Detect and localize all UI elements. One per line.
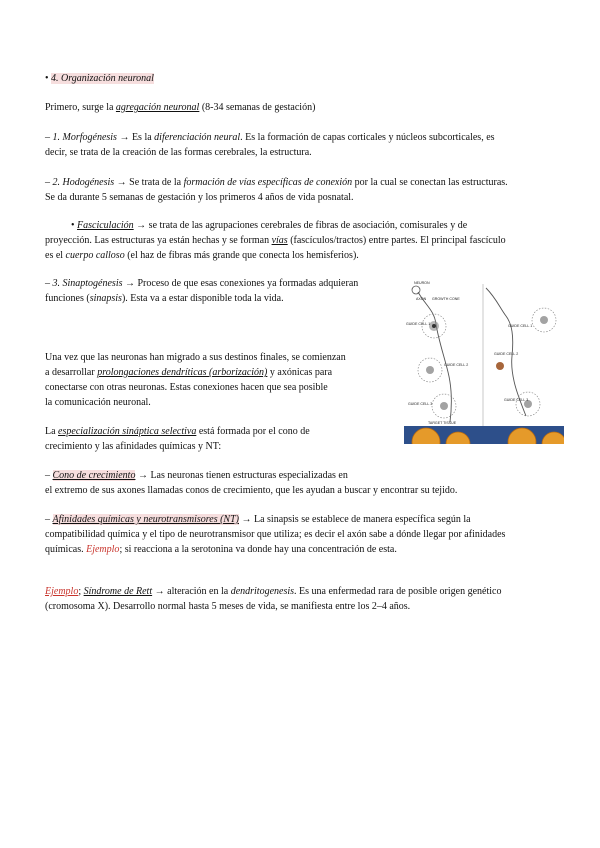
- fasc-vias: vías: [271, 235, 288, 246]
- label-neuron: NEURON: [414, 281, 430, 285]
- hodo-def: formación de vías específicas de conexión: [183, 177, 353, 188]
- espec-line1-pre: La: [45, 426, 59, 437]
- label-axon: AXON: [416, 297, 427, 301]
- migracion-paragraph: [45, 350, 346, 410]
- morfogenesis-paragraph: [45, 130, 495, 160]
- morfo-arrow: → Es la: [116, 132, 155, 143]
- morfo-term: 1. Morfogénesis: [52, 132, 117, 143]
- sinap-sinapsis: sinapsis: [89, 293, 122, 304]
- migr-line3: conectarse con otras neuronas. Estas conexiones hacen que sea posible: [45, 382, 328, 393]
- rett-sep: ;: [78, 586, 84, 597]
- afin-line3-post: ; si reacciona a la serotonina va donde hay una concentración de esta.: [119, 544, 397, 555]
- rett-mid: → alteración en la: [152, 586, 231, 597]
- migr-line4: la comunicación neuronal.: [45, 397, 151, 408]
- hodogenesis-paragraph: [45, 175, 508, 205]
- morfo-line1: . Es la formación de capas corticales y núcleos subcorticales, es: [240, 132, 495, 143]
- espec-line2: crecimiento y las afinidades químicas y NT:: [45, 441, 222, 452]
- afin-line2: compatibilidad química y el tipo de neurotransmisor que utiliza; es decir el axón sabe a dónde llegar por afinidades: [45, 529, 506, 540]
- hodo-line2: Se da durante 5 semanas de gestación y los primeros 4 años de vida posnatal.: [45, 192, 354, 203]
- label-target-tissue: TARGET TISSUE: [428, 421, 457, 425]
- morfo-def: diferenciación neural: [154, 132, 241, 143]
- fasc-bullet: •: [71, 220, 75, 231]
- label-guide-cell-3b: GUIDE CELL 3: [504, 398, 529, 402]
- heading-bullet: •: [45, 73, 49, 84]
- growth-cone-figure: [404, 276, 564, 444]
- morfo-dash: –: [45, 132, 53, 143]
- rett-term: Síndrome de Rett: [83, 586, 153, 597]
- label-guide-cell-2: GUIDE CELL 2: [444, 363, 469, 367]
- rett-line1: . Es una enfermedad rara de posible origen genético: [294, 586, 502, 597]
- especializacion-paragraph: [45, 424, 310, 454]
- hodo-dash: –: [45, 177, 53, 188]
- label-guide-cell-2b: GUIDE CELL 2: [494, 352, 519, 356]
- hodo-arrow: → Se trata de la: [114, 177, 184, 188]
- espec-line1-post: está formada por el cono de: [196, 426, 310, 437]
- hodo-term: 2. Hodogénesis: [52, 177, 115, 188]
- afinidades-paragraph: [45, 512, 505, 557]
- guide-cell-2-right-body: [496, 362, 504, 370]
- guide-cell-2-right: [496, 362, 504, 370]
- intro-post: (8-34 semanas de gestación): [199, 102, 316, 113]
- intro-term: agregación neuronal: [115, 102, 200, 113]
- migr-term: prolongaciones dendríticas (arborización): [97, 367, 268, 378]
- migr-line2-post: y axónicas para: [267, 367, 333, 378]
- cono-line2: el extremo de sus axones llamadas conos de crecimiento, que les ayudan a buscar y encontrar su tejido.: [45, 485, 458, 496]
- intro-pre: Primero, surge la: [45, 102, 116, 113]
- migr-line2-pre: a desarrollar: [45, 367, 98, 378]
- section-heading: [45, 71, 154, 86]
- growth-cone-diagram: [404, 276, 564, 444]
- afin-line1: → La sinapsis se establece de manera específica según la: [238, 514, 471, 525]
- heading-text: 4. Organización neuronal: [51, 73, 154, 84]
- fasc-line3-post: (el haz de fibras más grande que conecta los hemisferios).: [124, 250, 359, 261]
- rett-dendrito: dendritogenesis: [230, 586, 295, 597]
- fasc-line2-pre: proyección. Las estructuras ya están hechas y se forman: [45, 235, 272, 246]
- morfo-line2: decir, se trata de la creación de las formas cerebrales, la estructura.: [45, 147, 312, 158]
- sinap-term: 3. Sinaptogénesis: [52, 278, 123, 289]
- rett-paragraph: [45, 584, 501, 614]
- sinap-line1: → Proceso de que esas conexiones ya formadas adquieran: [122, 278, 359, 289]
- hodo-line1: por la cual se conectan las estructuras.: [352, 177, 508, 188]
- fasc-line2-post: (fascículos/tractos) entre partes. El principal fascículo: [287, 235, 506, 246]
- label-guide-cell-1: GUIDE CELL 1: [406, 322, 431, 326]
- label-guide-cell-3: GUIDE CELL 3: [408, 402, 433, 406]
- fasc-cuerpo-calloso: cuerpo calloso: [65, 250, 125, 261]
- sinaptogenesis-paragraph: [45, 276, 358, 306]
- label-guide-cell-1b: GUIDE CELL 1: [508, 324, 533, 328]
- label-growth-cone: GROWTH CONE: [432, 297, 460, 301]
- fasc-line3-pre: es el: [45, 250, 66, 261]
- rett-line2: (cromosoma X). Desarrollo normal hasta 5 meses de vida, se manifiesta entre los 2–4 años.: [45, 601, 411, 612]
- fasc-line1: → se trata de las agrupaciones cerebrales de fibras de asociación, comisurales y de: [133, 220, 468, 231]
- afin-term: Afinidades químicas y neurotransmisores (NT): [52, 514, 239, 525]
- intro-paragraph: [45, 100, 315, 115]
- sinap-dash: –: [45, 278, 53, 289]
- cono-line1: → Las neuronas tienen estructuras especializadas en: [135, 470, 348, 481]
- cono-term: Cono de crecimiento: [52, 470, 136, 481]
- fasciculacion-paragraph: [45, 218, 506, 263]
- sinap-line2-pre: funciones (: [45, 293, 90, 304]
- fasc-term: Fasciculación: [77, 220, 134, 231]
- migr-line1: Una vez que las neuronas han migrado a sus destinos finales, se comienzan: [45, 352, 346, 363]
- cono-paragraph: [45, 468, 457, 498]
- espec-term: especialización sináptica selectiva: [58, 426, 197, 437]
- afin-example: Ejemplo: [86, 544, 120, 555]
- cono-dash: –: [45, 470, 53, 481]
- afin-line3-pre: químicas.: [45, 544, 87, 555]
- afin-dash: –: [45, 514, 53, 525]
- rett-example: Ejemplo: [45, 586, 79, 597]
- sinap-line2-post: ). Esta va a estar disponible toda la vida.: [121, 293, 284, 304]
